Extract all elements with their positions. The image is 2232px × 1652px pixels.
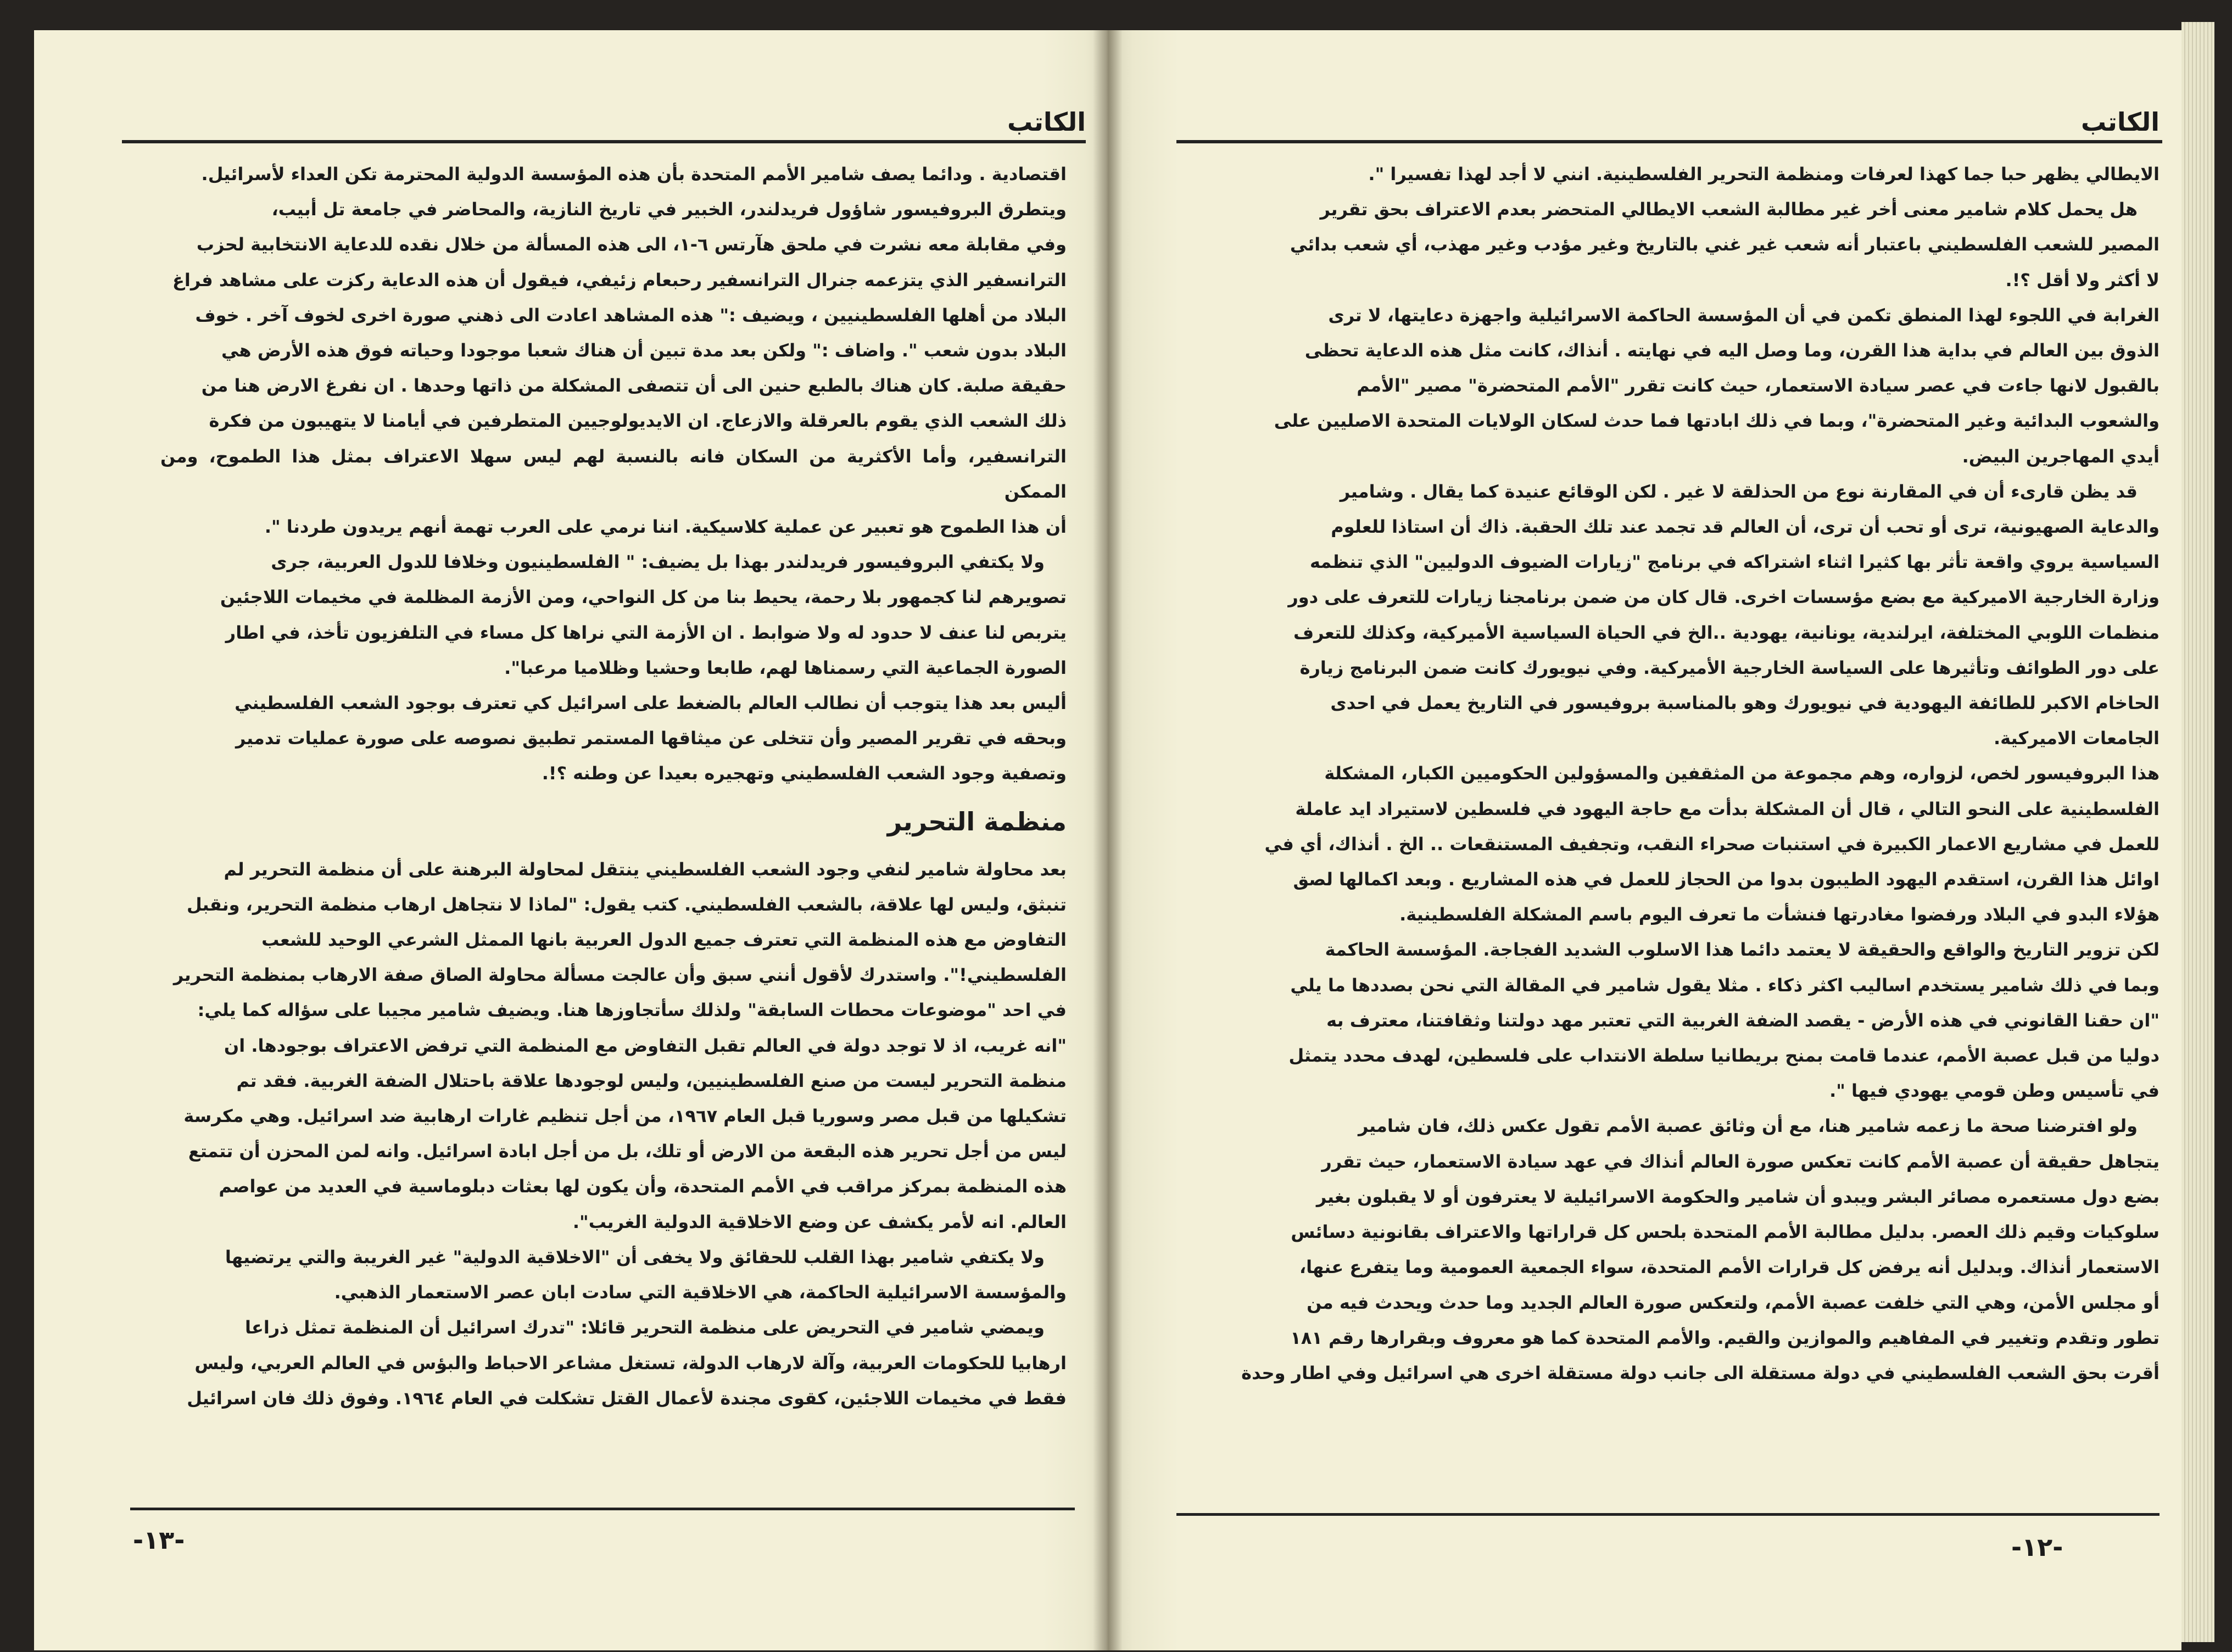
paragraph: اقتصادية . ودائما يصف شامير الأمم المتحدة بأن هذه المؤسسة الدولية المحترمة تكن العداء لأسرائيل. ويتطرق البروفيسور شاؤول فريدلندر، الخبير في تاريخ النازية، والمحاضر في جامعة تل أبيب، وفي مقابلة معه نشرت في ملحق هآرتس ٦-١، الى هذه المسألة من خلال نقده للدعاية الانتخابية لحزب الترانسفير الذي يتزعمه جنرال الترانسفير رحبعام زئيفي، فيقول أن هذه الدعاية ركزت على مشاهد فراغ البلاد من أهلها الفلسطينيين ، ويضيف :" هذه المشاهد اعادت الى ذهني صورة اخرى لخوف آخر . خوف البلاد بدون شعب ". واضاف :" ولكن بعد مدة تبين أن هناك شعبا موجودا وحياته فوق هذه الأرض هي حقيقة صلبة. كان هناك بالطبع حنين الى أن تتصفى المشكلة من ذاتها وحدها . ان نفرغ الارض هنا من ذلك الشعب الذي يقوم بالعرقلة والازعاج. ان الايديولوجيين المتطرفين في أيامنا لا يتهيبون من فكرة الترانسفير، وأما الأكثرية من السكان فانه بالنسبة لهم ليس سهلا الاعتراف بمثل هذا الطموح، ومن الممكن أن هذا الطموح هو تعبير عن عملية كلاسيكية. اننا نرمي على العرب تهمة أنهم يريدون طردنا ". (160, 164, 1067, 538)
page-number: -١٢- (2011, 1532, 2063, 1562)
paragraph: أليس بعد هذا يتوجب أن نطالب العالم بالضغط على اسرائيل كي تعترف بوجود الشعب الفلسطيني وبحقه في تقرير المصير وأن تتخلى عن ميثاقها المستمر تطبيق نصوصه على صورة عمليات تدمير وتصفية وجود الشعب الفلسطيني وتهجيره بعيدا عن وطنه ؟!. (235, 693, 1067, 784)
paragraph: لكن تزوير التاريخ والواقع والحقيقة لا يعتمد دائما هذا الاسلوب الشديد الفجاجة. المؤسسة الحاكمة وبما في ذلك شامير يستخدم اساليب اكثر ذكاء . مثلا يقول شامير في المقالة التي نحن بصددها ما يلي "ان حقنا القانوني في هذه الأرض - يقصد الضفة الغربية التي تعتبر مهد دولتنا وثقافتنا، معترف به دوليا من قبل عصبة الأمم، عندما قامت بمنح بريطانيا سلطة الانتداب على فلسطين، لهدف محدد يتمثل في تأسيس وطن قومي يهودي فيها ". (1288, 939, 2160, 1102)
page-stack-edge (2181, 22, 2214, 1642)
running-head: الكاتب (2080, 107, 2160, 137)
paragraph: ولا يكتفي شامير بهذا القلب للحقائق ولا يخفى أن "الاخلاقية الدولية" غير الغريبة والتي يرتضيها والمؤسسة الاسرائيلية الحاكمة، هي الاخلاقية التي سادت ابان عصر الاستعمار الذهبي. (225, 1246, 1067, 1303)
footer-rule (130, 1508, 1075, 1510)
footer-rule (1176, 1513, 2160, 1516)
paragraph: الغرابة في اللجوء لهذا المنطق تكمن في أن المؤسسة الحاكمة الاسرائيلية واجهزة دعايتها، لا ترى الذوق بين العالم في بداية هذا القرن، وما وصل اليه في نهايته . أنذاك، كانت مثل هذه الدعاية تحظى بالقبول لانها جاءت في عصر سيادة الاستعمار، حيث كانت تقرر "الأمم المتحضرة" مصير "الأمم والشعوب البدائية وغير المتحضرة"، وبما في ذلك ابادتها فما حدث لسكان الولايات المتحدة الاصليين على أيدي المهاجرين البيض. (1274, 304, 2160, 467)
paragraph: ولو افترضنا صحة ما زعمه شامير هنا، مع أن وثائق عصبة الأمم تقول عكس ذلك، فان شامير يتجاهل حقيقة أن عصبة الأمم كانت تعكس صورة العالم أنذاك في عهد سيادة الاستعمار، حيث تقرر بضع دول مستعمره مصائر البشر ويبدو أن شامير والحكومة الاسرائيلية لا يعترفون أو لا يقبلون بغير سلوكيات وقيم ذلك العصر. بدليل مطالبة الأمم المتحدة بلحس كل قراراتها والاعتراف بقانونية دسائس الاستعمار أنذاك. وبدليل أنه يرفض كل قرارات الأمم المتحدة، سواء الجمعية العمومية وما يتفرع عنها، أو مجلس الأمن، وهي التي خلفت عصبة الأمم، ولتعكس صورة العالم الجديد وما حدث ويحدث فيه من تطور وتقدم وتغيير في المفاهيم والموازين والقيم. والأمم المتحدة كما هو معروف وبقرارها رقم ١٨١ أقرت بحق الشعب الفلسطيني في دولة مستقلة الى جانب دولة مستقلة اخرى هي اسرائيل وفي اطار وحدة (1241, 1115, 2160, 1383)
paragraph: هل يحمل كلام شامير معنى أخر غير مطالبة الشعب الايطالي المتحضر بعدم الاعتراف بحق تقرير المصير للشعب الفلسطيني باعتبار أنه شعب غير غني بالتاريخ وغير مؤدب وغير مهذب، أي شعب بدائي لا أكثر ولا أقل ؟!. (1290, 199, 2160, 291)
left-page (34, 30, 1108, 1650)
section-title: منظمة التحرير (887, 806, 1067, 836)
header-rule (122, 140, 1086, 143)
page-body (1174, 157, 2160, 1508)
paragraph: الايطالي يظهر حبا جما كهذا لعرفات ومنظمة التحرير الفلسطينية. انني لا أجد لهذا تفسيرا ". (1368, 164, 2160, 185)
running-head: الكاتب (1007, 107, 1086, 137)
page-body (160, 157, 1067, 1502)
paragraph: ويمضي شامير في التحريض على منظمة التحرير قائلا: "تدرك اسرائيل أن المنظمة تمثل ذراعا ارهابيا للحكومات العربية، وآلة لارهاب الدولة، تستغل مشاعر الاحباط والبؤس في العالم العربي، وليس فقط في مخيمات اللاجئين، كقوى مجندة لأعمال القتل تشكلت في العام ١٩٦٤. وفوق ذلك فان اسرائيل (187, 1317, 1067, 1409)
paragraph: قد يظن قارىء أن في المقارنة نوع من الحذلقة لا غير . لكن الوقائع عنيدة كما يقال . وشامير والدعاية الصهيونية، ترى أو تحب أن ترى، أن العالم قد تجمد عند تلك الحقبة. ذاك أن استاذا للعلوم السياسية يروي واقعة تأثر بها كثيرا اثناء اشتراكه في برنامج "زيارات الضيوف الدوليين" الذي تنظمه وزارة الخارجية الاميركية مع بضع مؤسسات اخرى. قال كان من ضمن برنامجنا زيارات للتعرف على دور منظمات اللوبي المختلفة، ايرلندية، يونانية، يهودية ..الخ في الحياة السياسية الأميركية، وكذلك للتعرف على دور الطوائف وتأثيرها على السياسة الخارجية الأميركية. وفي نيويورك كانت ضمن البرنامج زيارة الحاخام الاكبر للطائفة اليهودية في نيويورك وهو بالمناسبة بروفيسور في التاريخ يعمل في احدى الجامعات الاميركية. (1288, 481, 2160, 749)
page-number: -١٣- (133, 1525, 185, 1555)
paragraph: ولا يكتفي البروفيسور فريدلندر بهذا بل يضيف: " الفلسطينيون وخلافا للدول العربية، جرى تصويرهم لنا كجمهور بلا رحمة، يحيط بنا من كل النواحي، ومن الأزمة المظلمة في مخيمات اللاجئين يتربص لنا عنف لا حدود له ولا ضوابط . ان الأزمة التي نراها كل مساء في التلفزيون تأخذ، في اطار الصورة الجماعية التي رسمناها لهم، طابعا وحشيا وظلاميا مرعبا". (220, 551, 1067, 678)
header-rule (1176, 140, 2162, 143)
book-spine-shadow (1093, 30, 1123, 1650)
paragraph: هذا البروفيسور لخص، لزواره، وهم مجموعة من المثقفين والمسؤولين الحكوميين الكبار، المشكلة الفلسطينية على النحو التالي ، قال أن المشكلة بدأت مع حاجة اليهود في فلسطين لاستيراد ايد عاملة للعمل في مشاريع الاعمار الكبيرة في استنبات صحراء النقب، وتجفيف المستنقعات .. الخ . أنذاك، أي في اوائل هذا القرن، استقدم اليهود الطيبون بدوا من الحجاز للعمل في هذه المشاريع . وبعد اكمالها لصق هؤلاء البدو في البلاد ورفضوا مغادرتها فنشأت ما تعرف اليوم باسم المشكلة الفلسطينية. (1264, 763, 2160, 925)
right-page (1108, 30, 2181, 1650)
paragraph: بعد محاولة شامير لنفي وجود الشعب الفلسطيني ينتقل لمحاولة البرهنة على أن منظمة التحرير لم تنبثق، وليس لها علاقة، بالشعب الفلسطيني. كتب يقول: "لماذا لا نتجاهل ارهاب منظمة التحرير، ونقبل التفاوض مع هذه المنظمة التي تعترف جميع الدول العربية بانها الممثل الشرعي الوحيد للشعب الفلسطيني!". واستدرك لأقول أنني سبق وأن عالجت مسألة محاولة الصاق صفة الارهاب بمنظمة التحرير في احد "موضوعات محطات السابقة" ولذلك سأتجاوزها هنا. ويضيف شامير مجيبا على سؤاله كما يلي: "انه غريب، اذ لا توجد دولة في العالم تقبل التفاوض مع المنظمة التي ترفض الاعتراف بوجودها. ان منظمة التحرير ليست من صنع الفلسطينيين، وليس لوجودها علاقة باحتلال الضفة الغربية. فقد تم تشكيلها من قبل مصر وسوريا قبل العام ١٩٦٧، من أجل تنظيم غارات ارهابية ضد اسرائيل. وهي مكرسة ليس من أجل تحرير هذه البقعة من الارض أو تلك، بل من أجل ابادة اسرائيل. وانه لمن المحزن أن تتمتع هذه المنظمة بمركز مراقب في الأمم المتحدة، وأن يكون لها بعثات دبلوماسية في العديد من عواصم العالم. انه لأمر يكشف عن وضع الاخلاقية الدولية الغريب". (173, 858, 1067, 1232)
